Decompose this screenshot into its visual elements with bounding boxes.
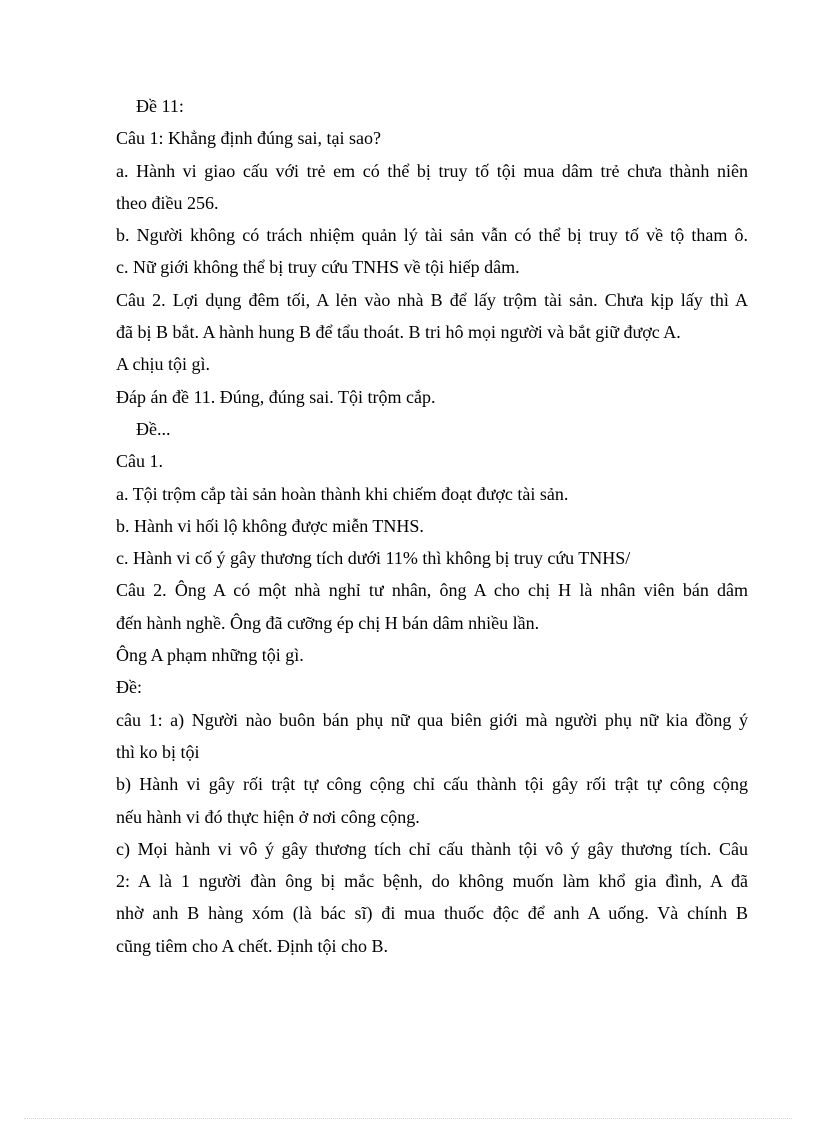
text-line: đến hành nghề. Ông đã cưỡng ép chị H bán dâm nhiều lần. <box>116 612 540 633</box>
text-line: câu 1: a) Người nào buôn bán phụ nữ qua biên giới mà người phụ nữ kia đồng ý <box>116 709 748 730</box>
exam-heading: Đề: <box>116 677 142 698</box>
page-bottom-rule <box>24 1118 792 1119</box>
text-line: a. Tội trộm cắp tài sản hoàn thành khi chiếm đoạt được tài sản. <box>116 483 569 504</box>
text-line: c. Nữ giới không thể bị truy cứu TNHS về tội hiếp dâm. <box>116 257 520 278</box>
question-heading: Câu 1. <box>116 451 163 472</box>
text-line: đã bị B bắt. A hành hung B để tẩu thoát. B tri hô mọi người và bắt giữ được A. <box>116 322 681 343</box>
text-line: c. Hành vi cố ý gây thương tích dưới 11% thì không bị truy cứu TNHS/ <box>116 548 631 569</box>
question-heading: Câu 1: Khẳng định đúng sai, tại sao? <box>116 128 381 149</box>
text-line: a. Hành vi giao cấu với trẻ em có thể bị truy tố tội mua dâm trẻ chưa thành niên <box>116 160 748 181</box>
text-line: Ông A phạm những tội gì. <box>116 645 304 666</box>
text-line: b. Người không có trách nhiệm quản lý tài sản vẫn có thể bị truy tố về tộ tham ô. <box>116 225 748 246</box>
document-body <box>116 90 748 962</box>
text-line: c) Mọi hành vi vô ý gây thương tích chỉ cấu thành tội vô ý gây thương tích. Câu <box>116 838 748 859</box>
text-line: nếu hành vi đó thực hiện ở nơi công cộng. <box>116 806 420 827</box>
exam-heading: Đề 11: <box>136 96 184 116</box>
answer-line: Đáp án đề 11. Đúng, đúng sai. Tội trộm cắp. <box>116 386 436 407</box>
text-line: Câu 2. Lợi dụng đêm tối, A lẻn vào nhà B để lấy trộm tài sản. Chưa kịp lấy thì A <box>116 289 748 310</box>
text-line: theo điều 256. <box>116 192 219 213</box>
text-line: 2: A là 1 người đàn ông bị mắc bệnh, do không muốn làm khổ gia đình, A đã <box>116 871 748 892</box>
text-line: A chịu tội gì. <box>116 354 210 375</box>
text-line: b. Hành vi hối lộ không được miễn TNHS. <box>116 515 424 536</box>
text-line: thì ko bị tội <box>116 741 200 762</box>
exam-heading: Đề... <box>136 418 171 439</box>
text-line: nhờ anh B hàng xóm (là bác sĩ) đi mua thuốc độc để anh A uống. Và chính B <box>116 903 748 924</box>
text-line: b) Hành vi gây rối trật tự công cộng chỉ cấu thành tội gây rối trật tự công cộng <box>116 774 748 795</box>
text-line: Câu 2. Ông A có một nhà nghỉ tư nhân, ông A cho chị H là nhân viên bán dâm <box>116 580 748 601</box>
text-line: cũng tiêm cho A chết. Định tội cho B. <box>116 935 388 956</box>
